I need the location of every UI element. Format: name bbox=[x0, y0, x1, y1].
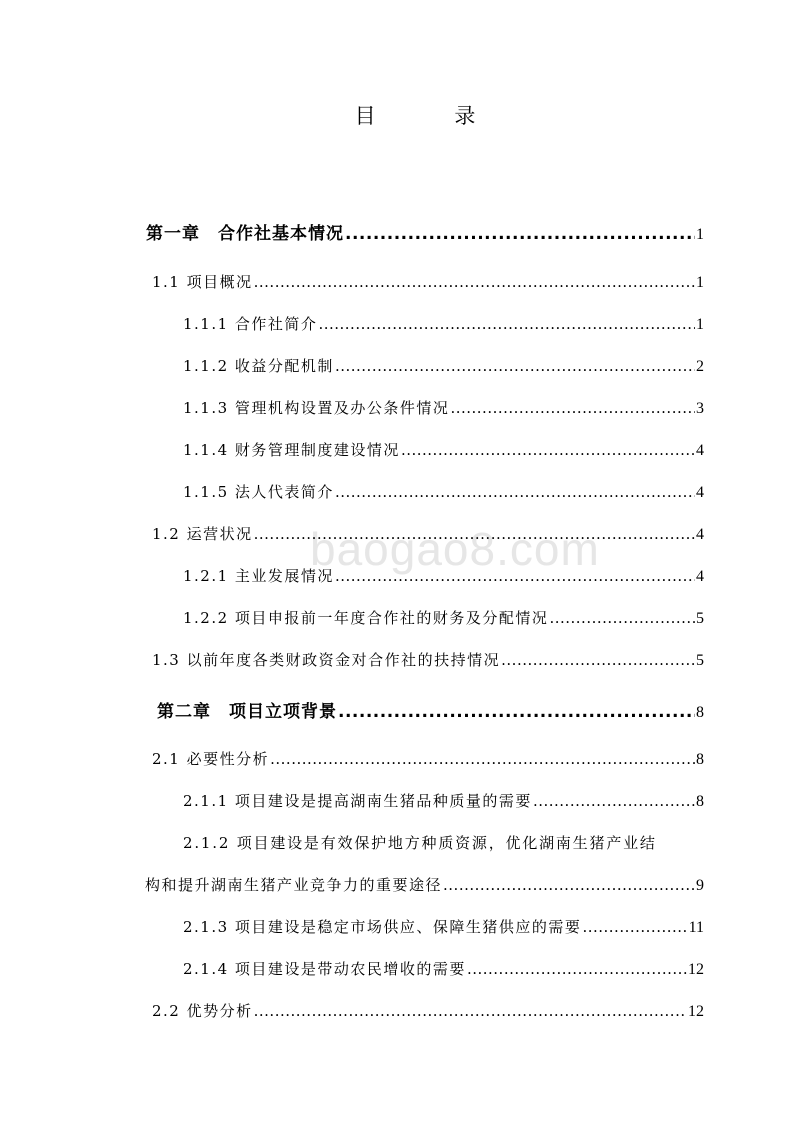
toc-label: 1.1.5 法人代表简介 bbox=[183, 483, 334, 501]
toc-label: 2.1.1 项目建设是提高湖南生猪品种质量的需要 bbox=[183, 792, 532, 810]
toc-entry[interactable] bbox=[183, 607, 704, 628]
leader-dots bbox=[270, 750, 695, 768]
toc-entry[interactable] bbox=[183, 313, 704, 334]
leader-dots bbox=[318, 315, 695, 333]
leader-dots bbox=[335, 357, 695, 375]
toc-entry[interactable] bbox=[183, 790, 704, 811]
leader-dots bbox=[335, 483, 695, 501]
leader-dots bbox=[582, 918, 687, 936]
toc-page-number: 4 bbox=[696, 442, 704, 459]
toc-entry[interactable] bbox=[183, 481, 704, 502]
toc-page-number: 5 bbox=[696, 652, 704, 669]
toc-entry-wrapped-line[interactable]: 2.1.2 项目建设是有效保护地方种质资源，优化湖南生猪产业结 bbox=[183, 834, 657, 852]
leader-dots bbox=[254, 525, 695, 543]
toc-page-number: 4 bbox=[696, 484, 704, 501]
toc-page-number: 2 bbox=[696, 358, 704, 375]
toc-label: 1.1.3 管理机构设置及办公条件情况 bbox=[183, 399, 450, 417]
toc-page-number: 12 bbox=[688, 961, 704, 978]
leader-dots bbox=[335, 567, 695, 585]
toc-page-number: 5 bbox=[696, 610, 704, 627]
page-title: 目 录 bbox=[354, 104, 512, 128]
toc-page-number: 4 bbox=[696, 526, 704, 543]
toc-label: 第二章 项目立项背景 bbox=[157, 702, 337, 722]
toc-entry[interactable] bbox=[152, 271, 704, 292]
toc-entry[interactable] bbox=[183, 916, 704, 937]
toc-label: 1.3 以前年度各类财政资金对合作社的扶持情况 bbox=[152, 651, 501, 669]
leader-dots bbox=[254, 1002, 687, 1020]
leader-dots bbox=[549, 609, 695, 627]
toc-page-number: 8 bbox=[696, 751, 704, 768]
leader-dots bbox=[338, 702, 695, 722]
toc-page-number: 1 bbox=[696, 274, 704, 291]
leader-dots bbox=[401, 441, 695, 459]
toc-entry[interactable] bbox=[152, 649, 704, 670]
toc-entry[interactable] bbox=[183, 439, 704, 460]
toc-label: 1.2.1 主业发展情况 bbox=[183, 567, 334, 585]
toc-entry[interactable] bbox=[183, 565, 704, 586]
toc-label: 2.2 优势分析 bbox=[152, 1002, 253, 1020]
toc-entry[interactable] bbox=[146, 219, 704, 244]
leader-dots bbox=[467, 960, 687, 978]
toc-label: 2.1 必要性分析 bbox=[152, 750, 270, 768]
leader-dots bbox=[501, 651, 695, 669]
toc-page-number: 8 bbox=[696, 793, 704, 810]
toc-page-number: 1 bbox=[696, 226, 704, 243]
toc-entry[interactable] bbox=[183, 355, 704, 376]
toc-page-number: 1 bbox=[696, 316, 704, 333]
toc-entry[interactable] bbox=[152, 1000, 704, 1021]
toc-label: 1.1.4 财务管理制度建设情况 bbox=[183, 441, 400, 459]
toc-page-number: 11 bbox=[688, 919, 704, 936]
leader-dots bbox=[443, 876, 695, 894]
toc-label: 1.1.2 收益分配机制 bbox=[183, 357, 334, 375]
toc-page-number: 3 bbox=[696, 400, 704, 417]
leader-dots bbox=[533, 792, 695, 810]
toc-label: 第一章 合作社基本情况 bbox=[146, 224, 344, 244]
toc-entry[interactable] bbox=[183, 397, 704, 418]
toc-label: 1.2 运营状况 bbox=[152, 525, 253, 543]
toc-entry[interactable] bbox=[152, 523, 704, 544]
toc-label: 2.1.3 项目建设是稳定市场供应、保障生猪供应的需要 bbox=[183, 918, 582, 936]
leader-dots bbox=[450, 399, 695, 417]
watermark: baogao8.com bbox=[310, 523, 600, 575]
leader-dots bbox=[345, 224, 695, 244]
toc-entry[interactable] bbox=[157, 697, 704, 722]
toc-entry[interactable] bbox=[183, 958, 704, 979]
toc-page-number: 12 bbox=[688, 1003, 704, 1020]
toc-entry[interactable] bbox=[145, 874, 704, 895]
toc-label: 1.1 项目概况 bbox=[152, 273, 253, 291]
toc-page-number: 8 bbox=[696, 704, 704, 721]
toc-label: 1.2.2 项目申报前一年度合作社的财务及分配情况 bbox=[183, 609, 549, 627]
toc-entry[interactable] bbox=[152, 748, 704, 769]
toc-label: 1.1.1 合作社简介 bbox=[183, 315, 318, 333]
toc-page-number: 9 bbox=[696, 877, 704, 894]
toc-label: 2.1.4 项目建设是带动农民增收的需要 bbox=[183, 960, 466, 978]
toc-page-number: 4 bbox=[696, 568, 704, 585]
leader-dots bbox=[254, 273, 695, 291]
toc-label: 构和提升湖南生猪产业竞争力的重要途径 bbox=[145, 876, 443, 894]
